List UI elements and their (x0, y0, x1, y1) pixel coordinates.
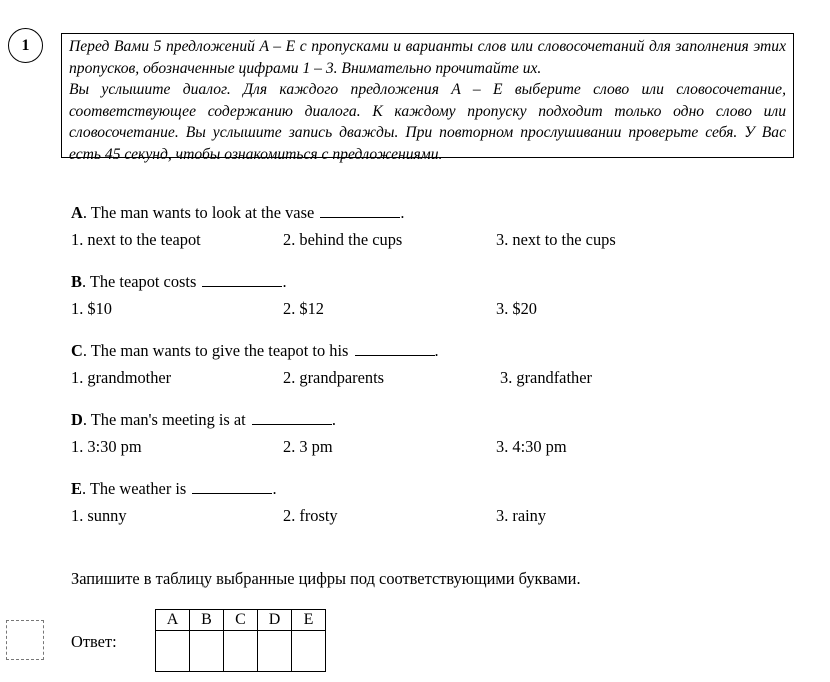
question-end: . (282, 272, 287, 291)
question-letter: E (71, 479, 82, 498)
option-3: 3. next to the cups (496, 230, 616, 249)
option-3: 3. rainy (496, 506, 547, 525)
question-end: . (331, 410, 336, 429)
question-stem: . The man's meeting is at (82, 410, 246, 429)
question-text (71, 479, 277, 499)
answer-column-d: D (258, 610, 292, 631)
instruction-paragraph-2: Вы услышите диалог. Для каждого предложения A – E выберите слово или словосочетание, соответствующее содержанию диалога. К каждому пропуску подходит только одно слово или словосочетание. Вы услышите запись дважды. При повторном прослушивании проверьте себя. У Вас есть 45 секунд, чтобы ознакомиться с предложениями. (69, 81, 786, 163)
answer-column-e: E (292, 610, 326, 631)
scan-mark-box (6, 620, 44, 660)
question-letter: C (71, 341, 83, 360)
option-1: 1. sunny (71, 506, 127, 525)
option-3: 3. grandfather (500, 368, 592, 387)
option-2: 2. $12 (283, 299, 324, 318)
option-1: 1. 3:30 pm (71, 437, 142, 456)
answer-cell-a[interactable] (156, 631, 190, 672)
option-2: 2. 3 pm (283, 437, 333, 456)
task-number-badge: 1 (8, 28, 43, 63)
answer-blank (192, 479, 272, 494)
option-1: 1. grandmother (71, 368, 172, 387)
question-stem: . The teapot costs (81, 272, 197, 291)
question-letter: D (71, 410, 83, 429)
answer-table-header (156, 610, 326, 631)
question-text (71, 341, 439, 361)
question-stem: . The man wants to look at the vase (82, 203, 315, 222)
answer-column-a: A (156, 610, 190, 631)
table-instruction: Запишите в таблицу выбранные цифры под соответствующими буквами. (71, 569, 581, 588)
answer-label: Ответ: (71, 632, 117, 651)
option-1: 1. next to the teapot (71, 230, 201, 249)
question-end: . (400, 203, 405, 222)
option-3: 3. $20 (496, 299, 537, 318)
option-2: 2. frosty (283, 506, 338, 525)
question-text (71, 410, 336, 430)
answer-blank (355, 341, 435, 356)
question-stem: . The weather is (81, 479, 187, 498)
option-3: 3. 4:30 pm (496, 437, 567, 456)
option-2: 2. behind the cups (283, 230, 403, 249)
instruction-box (61, 33, 794, 163)
option-1: 1. $10 (71, 299, 112, 318)
question-letter: B (71, 272, 82, 291)
question-stem: . The man wants to give the teapot to his (82, 341, 349, 360)
question-end: . (272, 479, 277, 498)
question-letter: A (71, 203, 83, 222)
answer-cell-e[interactable] (292, 631, 326, 672)
question-text (71, 203, 404, 223)
answer-table (155, 609, 326, 672)
answer-blank (252, 410, 332, 425)
answer-blank (202, 272, 282, 287)
answer-table-input-row (156, 631, 326, 672)
answer-cell-b[interactable] (190, 631, 224, 672)
question-end: . (434, 341, 439, 360)
answer-column-c: C (224, 610, 258, 631)
question-text (71, 272, 287, 292)
instruction-paragraph-1: Перед Вами 5 предложений A – E с пропусками и варианты слов или словосочетаний для заполнения этих пропусков, обозначенные цифрами 1 – 3. Внимательно прочитайте их. (69, 38, 786, 77)
answer-blank (320, 203, 400, 218)
answer-cell-c[interactable] (224, 631, 258, 672)
answer-column-b: B (190, 610, 224, 631)
option-2: 2. grandparents (283, 368, 385, 387)
answer-cell-d[interactable] (258, 631, 292, 672)
